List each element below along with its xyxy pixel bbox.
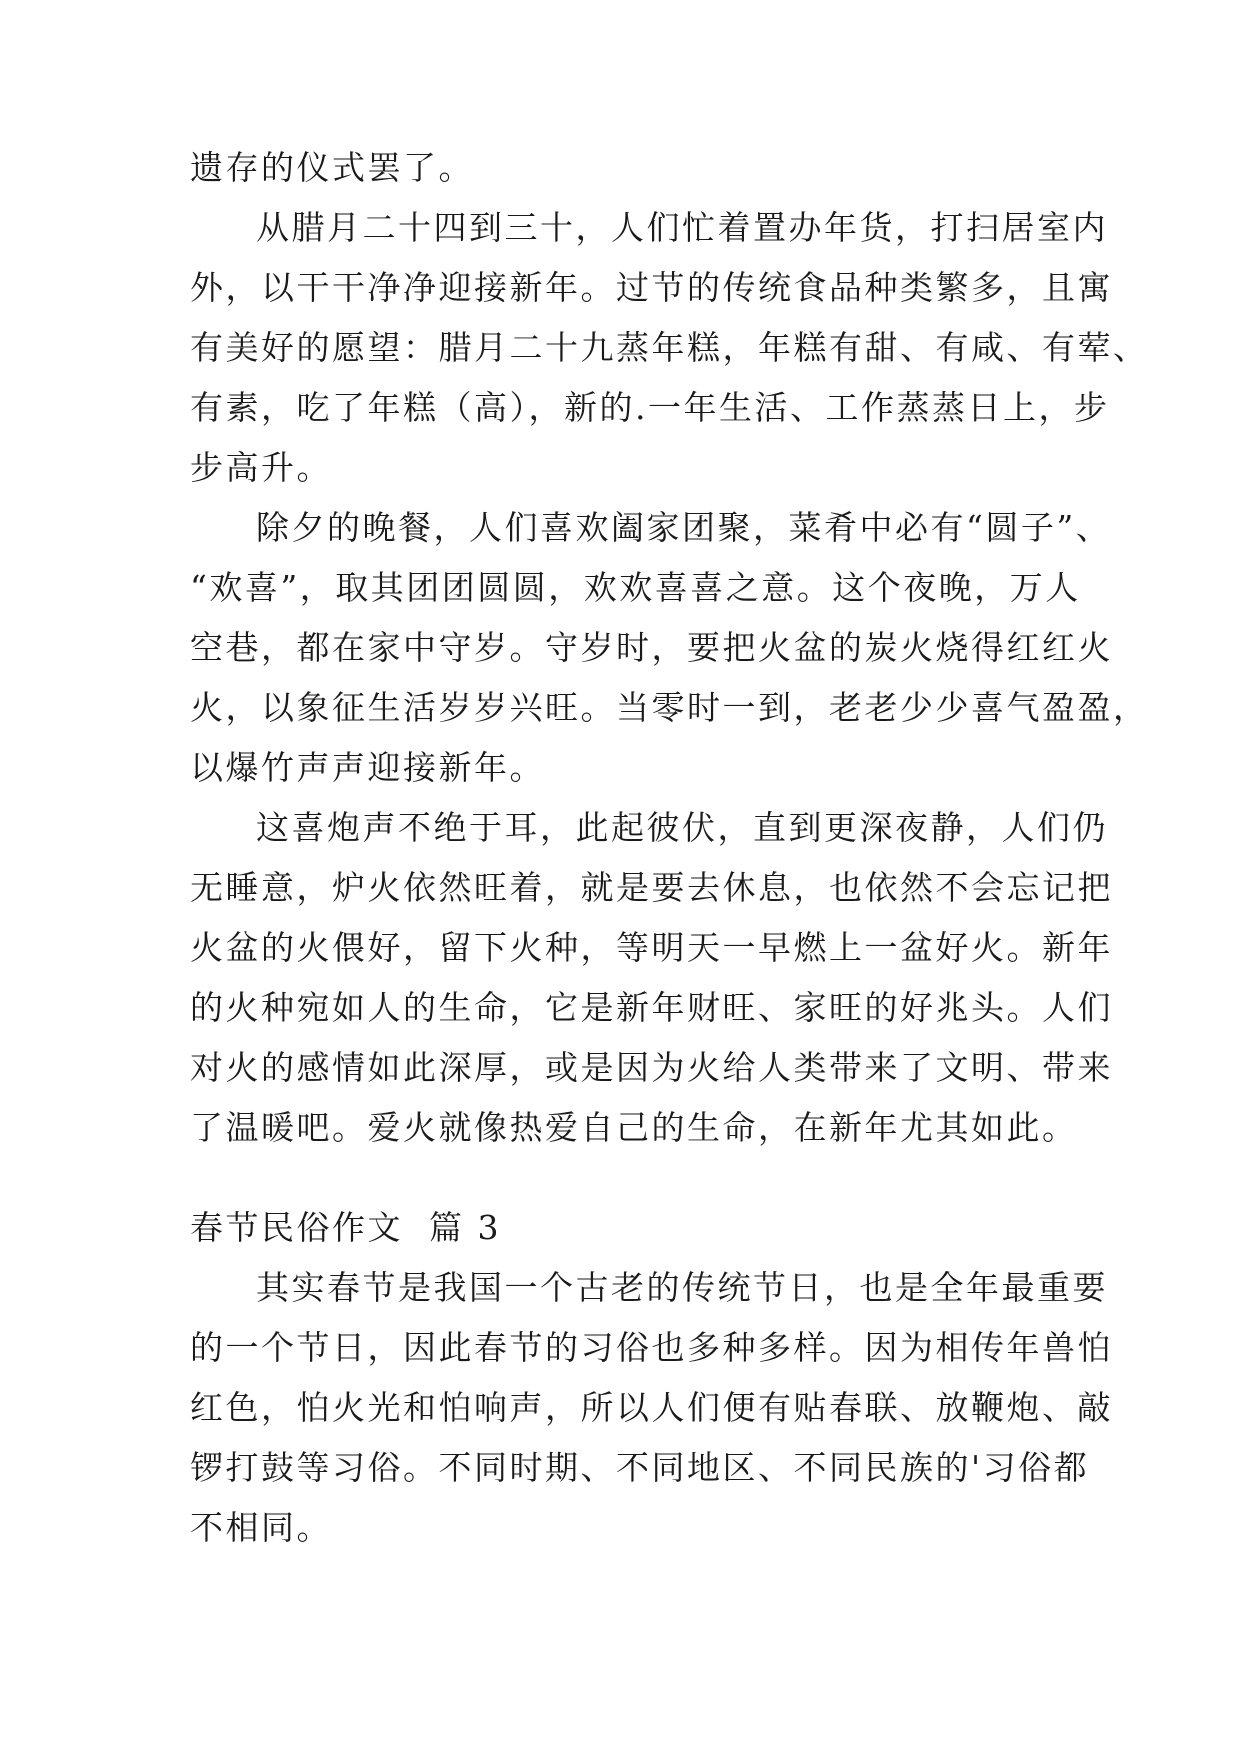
text-block-top — [190, 138, 1149, 1158]
paragraph-line: 无睡意，炉火依然旺着，就是要去休息，也依然不会忘记把 — [190, 868, 1113, 907]
paragraph-line: 锣打鼓等习俗。不同时期、不同地区、不同民族的'习俗都 — [190, 1448, 1090, 1487]
paragraph-line: 了温暖吧。爱火就像热爱自己的生命，在新年尤其如此。 — [190, 1108, 1078, 1147]
paragraph-line: 以爆竹声声迎接新年。 — [190, 748, 545, 787]
paragraph-line: 这喜炮声不绝于耳，此起彼伏，直到更深夜静，人们仍 — [256, 808, 1108, 847]
paragraph-line: 有素，吃了年糕（高），新的.一年生活、工作蒸蒸日上，步 — [190, 388, 1110, 427]
paragraph-line: 其实春节是我国一个古老的传统节日，也是全年最重要 — [256, 1268, 1108, 1307]
paragraph-line: 对火的感情如此深厚，或是因为火给人类带来了文明、带来 — [190, 1048, 1113, 1087]
paragraph-line: 有美好的愿望：腊月二十九蒸年糕，年糕有甜、有咸、有荤、 — [190, 328, 1149, 367]
paragraph-line: 火，以象征生活岁岁兴旺。当零时一到，老老少少喜气盈盈， — [190, 688, 1149, 727]
paragraph-line: 空巷，都在家中守岁。守岁时，要把火盆的炭火烧得红红火 — [190, 628, 1113, 667]
paragraph-line: 的一个节日，因此春节的习俗也多种多样。因为相传年兽怕 — [190, 1328, 1113, 1367]
paragraph-line: 不相同。 — [190, 1508, 332, 1547]
paragraph-line: 火盆的火偎好，留下火种，等明天一早燃上一盆好火。新年 — [190, 928, 1113, 967]
paragraph-line: “欢喜”，取其团团圆圆，欢欢喜喜之意。这个夜晚，万人 — [190, 568, 1081, 607]
paragraph-line: 外，以干干净净迎接新年。过节的传统食品种类繁多，且寓 — [190, 268, 1113, 307]
paragraph-line: 红色，怕火光和怕响声，所以人们便有贴春联、放鞭炮、敲 — [190, 1388, 1113, 1427]
text-block-bottom — [190, 1258, 1113, 1558]
section-title: 春节民俗作文 篇 3 — [190, 1208, 501, 1247]
paragraph-line: 步高升。 — [190, 448, 332, 487]
paragraph-line: 从腊月二十四到三十，人们忙着置办年货，打扫居室内 — [256, 208, 1108, 247]
paragraph-line: 的火种宛如人的生命，它是新年财旺、家旺的好兆头。人们 — [190, 988, 1113, 1027]
section-heading-block — [190, 1198, 1070, 1258]
paragraph-line: 遗存的仪式罢了。 — [190, 148, 474, 187]
paragraph-line: 除夕的晚餐，人们喜欢阖家团聚，菜肴中必有“圆子”、 — [256, 508, 1112, 547]
